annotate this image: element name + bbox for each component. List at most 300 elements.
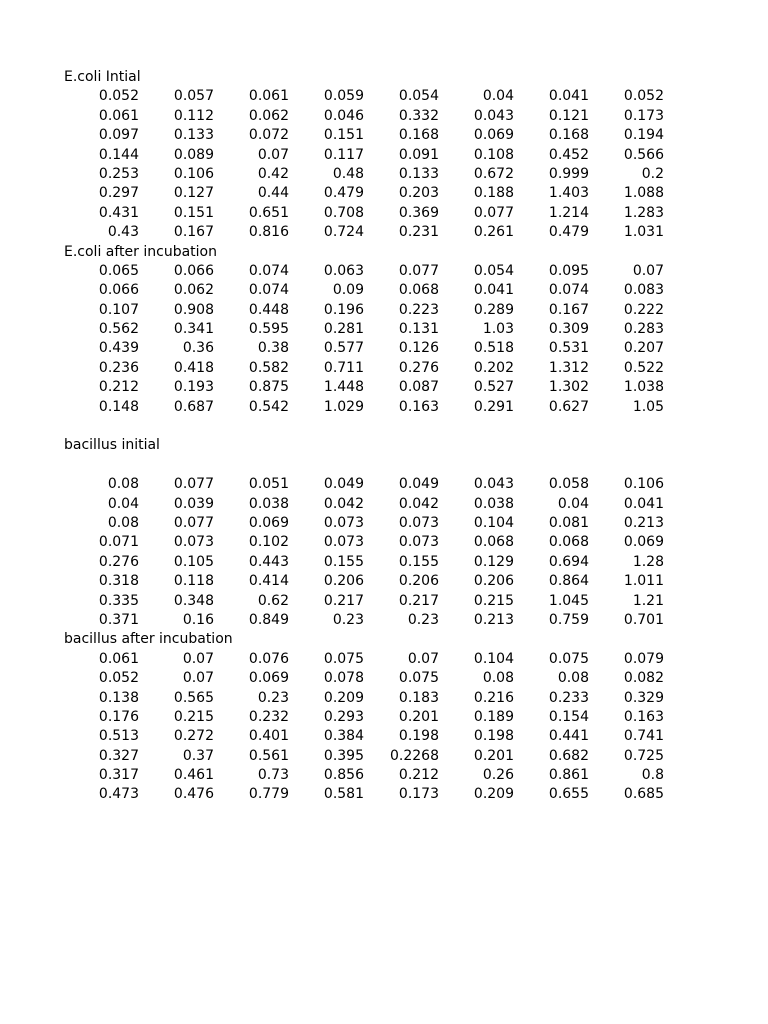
table-cell: 0.213 [623, 514, 664, 531]
table-cell: 0.23 [407, 611, 439, 628]
table-cell: 0.059 [323, 88, 364, 105]
table-cell: 0.36 [182, 340, 214, 357]
table-cell: 0.479 [323, 185, 364, 202]
table-cell: 0.077 [173, 514, 214, 531]
table-cell: 0.077 [473, 204, 514, 221]
table-cell: 0.26 [482, 767, 514, 784]
table-row [64, 378, 664, 397]
section-title-row [64, 630, 664, 649]
table-row [64, 126, 664, 145]
table-row [64, 165, 664, 184]
table-cell: 0.168 [398, 127, 439, 144]
table-cell: 0.042 [398, 495, 439, 512]
table-cell: 0.2 [641, 165, 664, 182]
table-cell: 0.081 [548, 514, 589, 531]
table-cell: 0.217 [323, 592, 364, 609]
table-cell: 0.999 [548, 165, 589, 182]
table-cell: 0.077 [398, 262, 439, 279]
table-cell: 0.212 [398, 767, 439, 784]
table-cell: 0.203 [398, 185, 439, 202]
table-cell: 0.8 [641, 767, 664, 784]
section-title-row [64, 68, 664, 87]
table-cell: 1.029 [323, 398, 364, 415]
table-cell: 0.725 [623, 747, 664, 764]
table-cell: 0.371 [98, 611, 139, 628]
table-cell: 0.04 [557, 495, 589, 512]
table-cell: 0.335 [98, 592, 139, 609]
blank-row [64, 417, 664, 436]
table-cell: 0.163 [623, 708, 664, 725]
table-cell: 0.129 [473, 553, 514, 570]
table-cell: 0.168 [548, 127, 589, 144]
table-cell: 0.167 [548, 301, 589, 318]
table-cell: 0.069 [623, 534, 664, 551]
table-cell: 0.672 [473, 165, 514, 182]
table-cell: 0.095 [548, 262, 589, 279]
table-cell: 0.2268 [390, 747, 439, 764]
table-cell: 0.293 [323, 708, 364, 725]
table-cell: 0.071 [98, 534, 139, 551]
table-row [64, 87, 664, 106]
table-cell: 0.167 [173, 224, 214, 241]
table-cell: 0.418 [173, 359, 214, 376]
bacillus-initial-table [64, 475, 664, 630]
table-cell: 0.473 [98, 786, 139, 803]
table-row [64, 553, 664, 572]
table-cell: 0.329 [623, 689, 664, 706]
table-cell: 0.076 [248, 650, 289, 667]
table-cell: 0.194 [623, 127, 664, 144]
table-row [64, 146, 664, 165]
table-cell: 0.565 [173, 689, 214, 706]
table-cell: 1.088 [623, 185, 664, 202]
table-cell: 0.106 [623, 476, 664, 493]
table-cell: 0.202 [473, 359, 514, 376]
table-cell: 0.207 [623, 340, 664, 357]
table-row [64, 766, 664, 785]
table-cell: 1.448 [323, 379, 364, 396]
table-cell: 0.052 [98, 670, 139, 687]
table-cell: 0.068 [398, 282, 439, 299]
table-cell: 0.198 [398, 728, 439, 745]
table-cell: 0.309 [548, 321, 589, 338]
table-cell: 0.206 [398, 573, 439, 590]
table-cell: 0.44 [257, 185, 289, 202]
table-cell: 0.253 [98, 165, 139, 182]
table-cell: 0.041 [548, 88, 589, 105]
table-cell: 0.104 [473, 650, 514, 667]
table-cell: 0.07 [182, 650, 214, 667]
table-cell: 0.068 [473, 534, 514, 551]
table-cell: 0.069 [248, 670, 289, 687]
table-cell: 0.112 [173, 107, 214, 124]
table-cell: 0.318 [98, 573, 139, 590]
table-cell: 0.73 [257, 767, 289, 784]
table-cell: 0.176 [98, 708, 139, 725]
table-cell: 0.072 [248, 127, 289, 144]
table-cell: 0.133 [173, 127, 214, 144]
table-cell: 1.28 [632, 553, 664, 570]
table-cell: 0.651 [248, 204, 289, 221]
table-cell: 0.148 [98, 398, 139, 415]
table-cell: 0.193 [173, 379, 214, 396]
table-cell: 0.201 [398, 708, 439, 725]
table-cell: 0.07 [632, 262, 664, 279]
table-cell: 0.091 [398, 146, 439, 163]
table-cell: 0.151 [173, 204, 214, 221]
table-cell: 0.461 [173, 767, 214, 784]
table-cell: 1.031 [623, 224, 664, 241]
section-title-row [64, 436, 664, 455]
table-cell: 0.206 [473, 573, 514, 590]
table-cell: 0.08 [107, 476, 139, 493]
table-cell: 0.127 [173, 185, 214, 202]
table-cell: 0.527 [473, 379, 514, 396]
table-cell: 0.061 [98, 650, 139, 667]
table-cell: 1.214 [548, 204, 589, 221]
table-cell: 1.302 [548, 379, 589, 396]
table-cell: 1.011 [623, 573, 664, 590]
table-row [64, 320, 664, 339]
table-cell: 0.431 [98, 204, 139, 221]
table-cell: 0.058 [548, 476, 589, 493]
table-cell: 0.061 [248, 88, 289, 105]
table-cell: 0.198 [473, 728, 514, 745]
table-cell: 0.051 [248, 476, 289, 493]
table-cell: 0.154 [548, 708, 589, 725]
table-cell: 0.073 [323, 534, 364, 551]
ecoli-initial-table [64, 87, 664, 242]
table-cell: 0.297 [98, 185, 139, 202]
table-cell: 0.063 [323, 262, 364, 279]
table-cell: 0.816 [248, 224, 289, 241]
table-cell: 0.448 [248, 301, 289, 318]
table-cell: 0.216 [473, 689, 514, 706]
table-cell: 0.04 [482, 88, 514, 105]
table-row [64, 107, 664, 126]
table-row [64, 727, 664, 746]
table-cell: 0.276 [98, 553, 139, 570]
table-cell: 0.531 [548, 340, 589, 357]
table-cell: 0.075 [398, 670, 439, 687]
table-cell: 0.073 [173, 534, 214, 551]
table-row [64, 301, 664, 320]
table-cell: 0.188 [473, 185, 514, 202]
table-cell: 0.724 [323, 224, 364, 241]
table-cell: 0.232 [248, 708, 289, 725]
table-cell: 0.48 [332, 165, 364, 182]
table-cell: 0.049 [398, 476, 439, 493]
table-cell: 0.078 [323, 670, 364, 687]
table-cell: 0.655 [548, 786, 589, 803]
table-cell: 0.369 [398, 204, 439, 221]
table-cell: 0.16 [182, 611, 214, 628]
table-cell: 0.118 [173, 573, 214, 590]
table-cell: 1.03 [482, 321, 514, 338]
table-cell: 0.052 [623, 88, 664, 105]
table-row [64, 475, 664, 494]
section-title: bacillus after incubation [64, 631, 233, 648]
table-cell: 0.039 [173, 495, 214, 512]
table-cell: 0.08 [107, 514, 139, 531]
table-cell: 0.694 [548, 553, 589, 570]
table-cell: 0.479 [548, 224, 589, 241]
table-cell: 0.038 [248, 495, 289, 512]
table-row [64, 669, 664, 688]
table-cell: 0.341 [173, 321, 214, 338]
table-cell: 0.054 [398, 88, 439, 105]
table-cell: 0.711 [323, 359, 364, 376]
table-cell: 0.08 [557, 670, 589, 687]
table-cell: 0.183 [398, 689, 439, 706]
table-cell: 0.117 [323, 146, 364, 163]
table-cell: 0.069 [473, 127, 514, 144]
table-cell: 0.075 [548, 650, 589, 667]
table-cell: 0.105 [173, 553, 214, 570]
table-cell: 0.62 [257, 592, 289, 609]
table-row [64, 204, 664, 223]
blank-row [64, 456, 664, 475]
table-cell: 0.861 [548, 767, 589, 784]
table-cell: 0.864 [548, 573, 589, 590]
table-cell: 0.283 [623, 321, 664, 338]
table-cell: 0.049 [323, 476, 364, 493]
table-cell: 0.582 [248, 359, 289, 376]
table-cell: 0.856 [323, 767, 364, 784]
table-cell: 0.759 [548, 611, 589, 628]
table-cell: 0.173 [623, 107, 664, 124]
table-cell: 0.395 [323, 747, 364, 764]
table-cell: 1.312 [548, 359, 589, 376]
table-cell: 0.04 [107, 495, 139, 512]
table-row [64, 592, 664, 611]
section-title: bacillus initial [64, 437, 160, 454]
table-cell: 0.155 [323, 553, 364, 570]
table-cell: 0.281 [323, 321, 364, 338]
table-cell: 0.384 [323, 728, 364, 745]
table-cell: 0.206 [323, 573, 364, 590]
table-cell: 0.155 [398, 553, 439, 570]
table-cell: 1.038 [623, 379, 664, 396]
table-cell: 0.097 [98, 127, 139, 144]
table-row [64, 785, 664, 804]
table-row [64, 398, 664, 417]
table-cell: 0.057 [173, 88, 214, 105]
table-cell: 0.231 [398, 224, 439, 241]
table-cell: 0.43 [107, 224, 139, 241]
table-cell: 0.073 [323, 514, 364, 531]
table-row [64, 572, 664, 591]
table-cell: 0.163 [398, 398, 439, 415]
table-cell: 0.212 [98, 379, 139, 396]
table-row [64, 223, 664, 242]
table-cell: 1.21 [632, 592, 664, 609]
table-cell: 0.222 [623, 301, 664, 318]
table-cell: 0.069 [248, 514, 289, 531]
table-cell: 0.068 [548, 534, 589, 551]
table-cell: 0.082 [623, 670, 664, 687]
table-cell: 0.07 [182, 670, 214, 687]
table-cell: 1.05 [632, 398, 664, 415]
table-cell: 0.073 [398, 514, 439, 531]
table-cell: 0.074 [248, 282, 289, 299]
table-row [64, 689, 664, 708]
table-cell: 0.062 [173, 282, 214, 299]
table-cell: 0.291 [473, 398, 514, 415]
table-cell: 0.121 [548, 107, 589, 124]
table-cell: 0.513 [98, 728, 139, 745]
table-cell: 0.041 [473, 282, 514, 299]
table-cell: 0.289 [473, 301, 514, 318]
table-cell: 0.062 [248, 107, 289, 124]
table-cell: 0.09 [332, 282, 364, 299]
section-title: E.coli Intial [64, 69, 141, 85]
table-row [64, 650, 664, 669]
table-cell: 0.327 [98, 747, 139, 764]
table-cell: 0.562 [98, 321, 139, 338]
table-cell: 1.403 [548, 185, 589, 202]
table-cell: 0.107 [98, 301, 139, 318]
section-title: E.coli after incubation [64, 243, 217, 260]
table-cell: 0.908 [173, 301, 214, 318]
table-cell: 0.682 [548, 747, 589, 764]
table-cell: 0.073 [398, 534, 439, 551]
table-cell: 0.046 [323, 107, 364, 124]
table-cell: 0.189 [473, 708, 514, 725]
table-cell: 0.144 [98, 146, 139, 163]
table-cell: 0.074 [548, 282, 589, 299]
table-cell: 0.201 [473, 747, 514, 764]
table-cell: 0.272 [173, 728, 214, 745]
table-cell: 0.23 [257, 689, 289, 706]
table-cell: 0.042 [323, 495, 364, 512]
table-cell: 0.875 [248, 379, 289, 396]
table-row [64, 747, 664, 766]
table-cell: 0.332 [398, 107, 439, 124]
table-cell: 0.236 [98, 359, 139, 376]
table-cell: 0.106 [173, 165, 214, 182]
table-cell: 0.581 [323, 786, 364, 803]
table-cell: 0.079 [623, 650, 664, 667]
table-cell: 0.102 [248, 534, 289, 551]
table-cell: 0.518 [473, 340, 514, 357]
table-cell: 0.627 [548, 398, 589, 415]
table-cell: 0.043 [473, 107, 514, 124]
table-row [64, 708, 664, 727]
table-cell: 0.217 [398, 592, 439, 609]
ecoli-after-incubation-table [64, 262, 664, 417]
table-cell: 0.066 [98, 282, 139, 299]
table-cell: 0.209 [323, 689, 364, 706]
table-cell: 0.126 [398, 340, 439, 357]
table-cell: 0.215 [173, 708, 214, 725]
table-cell: 0.708 [323, 204, 364, 221]
table-cell: 0.687 [173, 398, 214, 415]
table-cell: 0.577 [323, 340, 364, 357]
table-cell: 0.261 [473, 224, 514, 241]
table-cell: 0.23 [332, 611, 364, 628]
table-row [64, 495, 664, 514]
table-cell: 0.476 [173, 786, 214, 803]
table-cell: 0.779 [248, 786, 289, 803]
table-cell: 0.223 [398, 301, 439, 318]
table-row [64, 359, 664, 378]
bacillus-after-incubation-table [64, 650, 664, 805]
table-cell: 0.054 [473, 262, 514, 279]
table-cell: 0.131 [398, 321, 439, 338]
table-cell: 0.108 [473, 146, 514, 163]
table-cell: 0.233 [548, 689, 589, 706]
table-cell: 0.173 [398, 786, 439, 803]
table-row [64, 184, 664, 203]
table-cell: 0.08 [482, 670, 514, 687]
table-cell: 0.065 [98, 262, 139, 279]
table-cell: 0.849 [248, 611, 289, 628]
table-cell: 0.42 [257, 165, 289, 182]
table-cell: 0.077 [173, 476, 214, 493]
table-cell: 0.542 [248, 398, 289, 415]
table-cell: 0.133 [398, 165, 439, 182]
section-title-row [64, 243, 664, 262]
table-cell: 0.561 [248, 747, 289, 764]
table-cell: 1.045 [548, 592, 589, 609]
table-cell: 0.052 [98, 88, 139, 105]
table-cell: 0.595 [248, 321, 289, 338]
table-cell: 0.441 [548, 728, 589, 745]
table-cell: 0.276 [398, 359, 439, 376]
table-cell: 0.138 [98, 689, 139, 706]
table-row [64, 611, 664, 630]
table-row [64, 262, 664, 281]
table-cell: 0.151 [323, 127, 364, 144]
table-cell: 0.452 [548, 146, 589, 163]
table-cell: 0.443 [248, 553, 289, 570]
spreadsheet [64, 68, 664, 805]
table-cell: 0.07 [257, 146, 289, 163]
table-row [64, 514, 664, 533]
table-row [64, 533, 664, 552]
table-cell: 0.061 [98, 107, 139, 124]
table-cell: 0.083 [623, 282, 664, 299]
table-cell: 0.348 [173, 592, 214, 609]
table-cell: 0.414 [248, 573, 289, 590]
table-cell: 0.07 [407, 650, 439, 667]
table-cell: 0.317 [98, 767, 139, 784]
table-cell: 0.066 [173, 262, 214, 279]
table-cell: 0.043 [473, 476, 514, 493]
table-cell: 0.075 [323, 650, 364, 667]
table-cell: 0.215 [473, 592, 514, 609]
table-cell: 0.038 [473, 495, 514, 512]
table-cell: 0.213 [473, 611, 514, 628]
table-cell: 0.104 [473, 514, 514, 531]
table-cell: 1.283 [623, 204, 664, 221]
table-cell: 0.041 [623, 495, 664, 512]
table-cell: 0.566 [623, 146, 664, 163]
table-row [64, 339, 664, 358]
table-cell: 0.38 [257, 340, 289, 357]
table-cell: 0.701 [623, 611, 664, 628]
table-cell: 0.439 [98, 340, 139, 357]
table-cell: 0.522 [623, 359, 664, 376]
table-cell: 0.209 [473, 786, 514, 803]
table-cell: 0.401 [248, 728, 289, 745]
table-cell: 0.741 [623, 728, 664, 745]
table-cell: 0.196 [323, 301, 364, 318]
table-cell: 0.685 [623, 786, 664, 803]
table-cell: 0.37 [182, 747, 214, 764]
table-row [64, 281, 664, 300]
